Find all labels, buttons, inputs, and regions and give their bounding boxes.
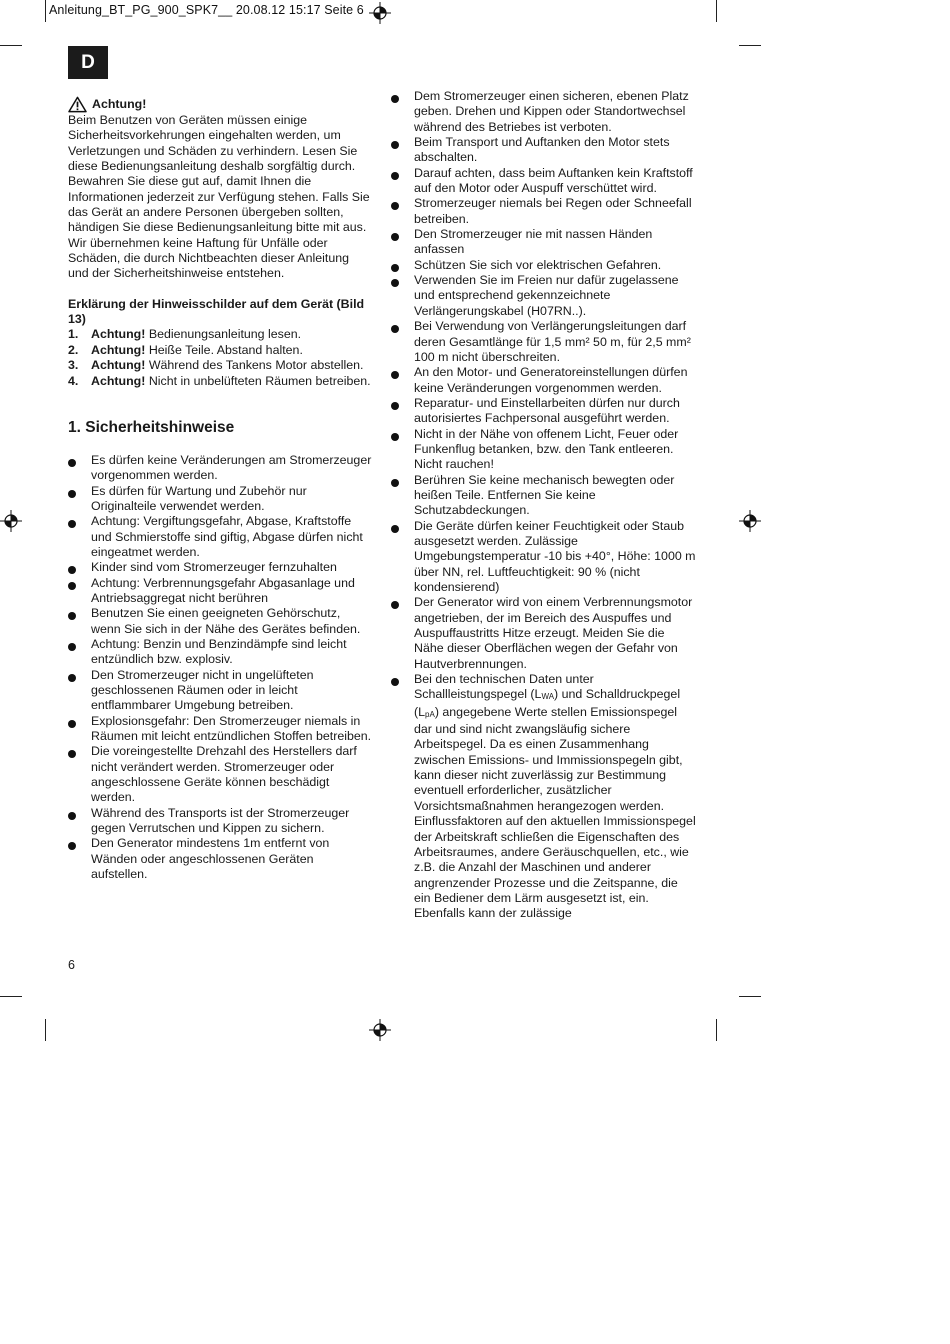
bullet-icon	[68, 714, 91, 745]
bullet-text: Schützen Sie sich vor elektrischen Gefahren.	[414, 257, 662, 272]
bullet-text: Berühren Sie keine mechanisch bewegten oder heißen Teile. Entfernen Sie keine Schutzabdeckungen.	[414, 472, 675, 518]
bullet-text	[414, 672, 696, 922]
legend-item-text: Während des Tankens Motor abstellen.	[145, 358, 364, 373]
bullet-icon	[391, 519, 414, 596]
bullet-item	[68, 484, 373, 515]
bullet-item	[68, 714, 373, 745]
page-number: 6	[68, 958, 75, 972]
bullet-icon	[391, 396, 414, 427]
bullet-icon	[68, 637, 91, 668]
bullet-text: An den Motor- und Generatoreinstellungen dürfen keine Veränderungen vorgenommen werden.	[414, 365, 688, 395]
warning-heading	[68, 96, 373, 113]
bullet-item	[68, 576, 373, 607]
bullet-text: Verwenden Sie im Freien nur dafür zugelassene und entsprechend gekennzeichnete Verlängerungskabel (H07RN..).	[414, 273, 679, 318]
bullet-icon	[391, 166, 414, 197]
print-header: Anleitung_BT_PG_900_SPK7__ 20.08.12 15:17 Seite 6	[49, 3, 364, 17]
registration-mark-icon	[369, 2, 391, 24]
bullet-text: Der Generator wird von einem Verbrennungsmotor angetrieben, der im Bereich des Auspuffes und Auspuffaustritts Hitze erzeugt. Meiden Sie die Nähe dieser Oberflächen wegen der Gefahr von Hautverbrennungen.	[414, 595, 693, 671]
registration-mark-icon	[739, 510, 761, 532]
bullet-item	[391, 258, 696, 273]
bullet-text: Den Stromerzeuger nie mit nassen Händen anfassen	[414, 227, 653, 257]
legend-item-text: Heiße Teile. Abstand halten.	[145, 342, 303, 357]
bullet-item	[391, 396, 696, 427]
language-badge: D	[68, 46, 108, 79]
bullet-text: Stromerzeuger niemals bei Regen oder Schneefall betreiben.	[414, 196, 692, 226]
bullet-text: Die Geräte dürfen keiner Feuchtigkeit oder Staub ausgesetzt werden. Zulässige Umgebungstemperatur -10 bis +40°, Höhe: 1000 m über NN, rel. Luftfeuchtigkeit: 90 % (nicht kondensierend)	[414, 518, 696, 594]
legend-item-number: 1.	[68, 327, 79, 342]
bullet-text: Bei Verwendung von Verlängerungsleitungen darf deren Gesamtlänge für 1,5 mm² 50 m, für 2,5 mm² 100 m nicht überschreiten.	[414, 319, 691, 364]
noise-text-part: ) angegebene Werte stellen Emissionspegel dar und sind nicht zwangsläufig sichere Arbeitspegel. Da es einen Zusammenhang zwischen Emissions- und Immissionspegeln gibt, kann dieser nicht zuverlässig zur Bestimmung eventuell erforderlicher, zusätzlicher Vorsichtsmaßnahmen herangezogen werden. Einflussfaktoren auf den aktuellen Immissionspegel der Arbeitskraft schließen die Eigenschaften des Arbeitsraumes, andere Geräuschquellen, etc., wie z.B. die Anzahl der Maschinen und anderer angrenzender Prozesse und die Zeitspanne, die ein Bediener dem Lärm ausgesetzt ist, ein. Ebenfalls kann der zulässige	[414, 704, 696, 921]
bullet-text: Die voreingestellte Drehzahl des Herstellers darf nicht verändert werden. Stromerzeuger oder angeschlossene Geräte können beschädigt werden.	[91, 744, 357, 805]
right-bullet-list	[391, 89, 696, 922]
bullet-item	[68, 606, 373, 637]
warning-triangle-icon	[68, 96, 87, 113]
bullet-text: Es dürfen für Wartung und Zubehör nur Originalteile verwendet werden.	[91, 483, 307, 513]
noise-text-part: Bei den technischen Daten unter Schallleistungspegel (L	[414, 672, 594, 702]
bullet-text: Es dürfen keine Veränderungen am Stromerzeuger vorgenommen werden.	[91, 452, 372, 483]
bullet-item	[68, 836, 373, 882]
legend-item-label: Achtung!	[91, 373, 146, 388]
bullet-item	[391, 166, 696, 197]
bullet-icon	[391, 672, 414, 922]
bullet-text: Nicht in der Nähe von offenem Licht, Feuer oder Funkenflug betanken, bzw. den Tank entleeren. Nicht rauchen!	[414, 426, 679, 472]
bullet-item	[68, 668, 373, 714]
bullet-item	[391, 89, 696, 135]
legend-title: Erklärung der Hinweisschilder auf dem Gerät (Bild 13)	[68, 296, 365, 327]
bullet-text: Benutzen Sie einen geeigneten Gehörschutz, wenn Sie sich in der Nähe des Gerätes befinden.	[91, 606, 361, 636]
left-column	[68, 96, 373, 882]
bullet-icon	[68, 836, 91, 882]
bullet-icon	[391, 196, 414, 227]
bullet-item	[68, 514, 373, 560]
legend-list	[68, 327, 373, 388]
bullet-icon	[68, 606, 91, 637]
legend-item-label: Achtung!	[91, 358, 146, 373]
warning-title: Achtung!	[92, 96, 147, 111]
bullet-text: Achtung: Vergiftungsgefahr, Abgase, Kraftstoffe und Schmierstoffe sind giftig, Abgase dürfen nicht eingeatmet werden.	[91, 514, 363, 559]
legend-item	[68, 358, 373, 373]
bullet-text: Den Stromerzeuger nicht in ungelüfteten geschlossenen Räumen oder in leicht entflammbarer Umgebung betreiben.	[91, 667, 314, 713]
registration-mark-icon	[369, 1019, 391, 1041]
legend-item-label: Achtung!	[91, 342, 146, 357]
bullet-item	[391, 196, 696, 227]
bullet-icon	[68, 453, 91, 484]
bullet-icon	[68, 514, 91, 560]
noise-subscript: pA	[425, 709, 435, 719]
bullet-item	[68, 560, 373, 575]
bullet-icon	[391, 473, 414, 519]
bullet-icon	[391, 258, 414, 273]
legend-item-text: Nicht in unbelüfteten Räumen betreiben.	[145, 373, 371, 388]
bullet-item	[391, 319, 696, 365]
legend-item-number: 3.	[68, 358, 79, 373]
bullet-icon	[391, 227, 414, 258]
bullet-text: Während des Transports ist der Stromerzeuger gegen Verrutschen und Kippen zu sichern.	[91, 805, 350, 836]
legend-item-number: 4.	[68, 373, 79, 388]
warning-text: Beim Benutzen von Geräten müssen einige Sicherheitsvorkehrungen eingehalten werden, um Verletzungen und Schäden zu verhindern. Lesen Sie diese Bedienungsanleitung deshalb sorgfältig durch. Bewahren Sie diese gut auf, damit Ihnen die Informationen jederzeit zur Verfügung stehen. Falls Sie das Gerät an andere Personen übergeben sollten, händigen Sie diese Bedienungsanleitung bitte mit aus. Wir übernehmen keine Haftung für Unfälle oder Schäden, die durch Nichtbeachten dieser Anleitung und der Sicherheitshinweise entstehen.	[68, 113, 370, 281]
bullet-icon	[68, 576, 91, 607]
bullet-item	[391, 365, 696, 396]
bullet-text: Kinder sind vom Stromerzeuger fernzuhalten	[91, 560, 337, 575]
legend-item-label: Achtung!	[91, 327, 146, 342]
bullet-icon	[391, 319, 414, 365]
bullet-icon	[391, 595, 414, 672]
legend-item	[68, 343, 373, 358]
right-column	[391, 89, 696, 922]
bullet-icon	[68, 484, 91, 515]
legend-item-text: Bedienungsanleitung lesen.	[145, 327, 302, 342]
bullet-text: Reparatur- und Einstellarbeiten dürfen nur durch autorisiertes Fachpersonal ausgeführt werden.	[414, 395, 680, 426]
bullet-item	[68, 453, 373, 484]
noise-text-part: ) und Schalldruckpegel (L	[414, 687, 681, 719]
bullet-item	[391, 273, 696, 319]
bullet-icon	[68, 806, 91, 837]
bullet-item	[391, 473, 696, 519]
bullet-text: Den Generator mindestens 1m entfernt von Wänden oder angeschlossenen Geräten aufstellen.	[91, 836, 330, 882]
bullet-item	[68, 806, 373, 837]
legend-item	[68, 374, 373, 389]
bullet-icon	[391, 427, 414, 473]
bullet-icon	[68, 560, 91, 575]
legend-item-number: 2.	[68, 342, 79, 357]
registration-mark-icon	[0, 510, 22, 532]
bullet-text: Darauf achten, dass beim Auftanken kein Kraftstoff auf den Motor oder Auspuff verschüttet wird.	[414, 165, 693, 196]
bullet-item	[391, 427, 696, 473]
noise-subscript: WA	[541, 692, 555, 702]
left-bullet-list	[68, 453, 373, 883]
bullet-text: Beim Transport und Auftanken den Motor stets abschalten.	[414, 135, 670, 165]
bullet-text: Achtung: Verbrennungsgefahr Abgasanlage und Antriebsaggregat nicht berühren	[91, 575, 355, 605]
bullet-icon	[68, 744, 91, 805]
bullet-item	[68, 637, 373, 668]
bullet-text: Explosionsgefahr: Den Stromerzeuger niemals in Räumen mit leicht entzündlichen Stoffen betreiben.	[91, 713, 372, 744]
bullet-text: Achtung: Benzin und Benzindämpfe sind leicht entzündlich bzw. explosiv.	[91, 636, 347, 667]
bullet-icon	[391, 365, 414, 396]
legend-item	[68, 327, 373, 342]
bullet-item	[68, 744, 373, 805]
section-title: 1. Sicherheitshinweise	[68, 418, 235, 436]
bullet-item	[391, 519, 696, 596]
bullet-item	[391, 135, 696, 166]
bullet-icon	[391, 89, 414, 135]
bullet-icon	[391, 273, 414, 319]
bullet-text: Dem Stromerzeuger einen sicheren, ebenen Platz geben. Drehen und Kippen oder Standortwechsel während des Betriebes ist verboten.	[414, 89, 689, 134]
bullet-item-noise	[391, 672, 696, 922]
bullet-icon	[391, 135, 414, 166]
bullet-item	[391, 595, 696, 672]
bullet-item	[391, 227, 696, 258]
bullet-icon	[68, 668, 91, 714]
